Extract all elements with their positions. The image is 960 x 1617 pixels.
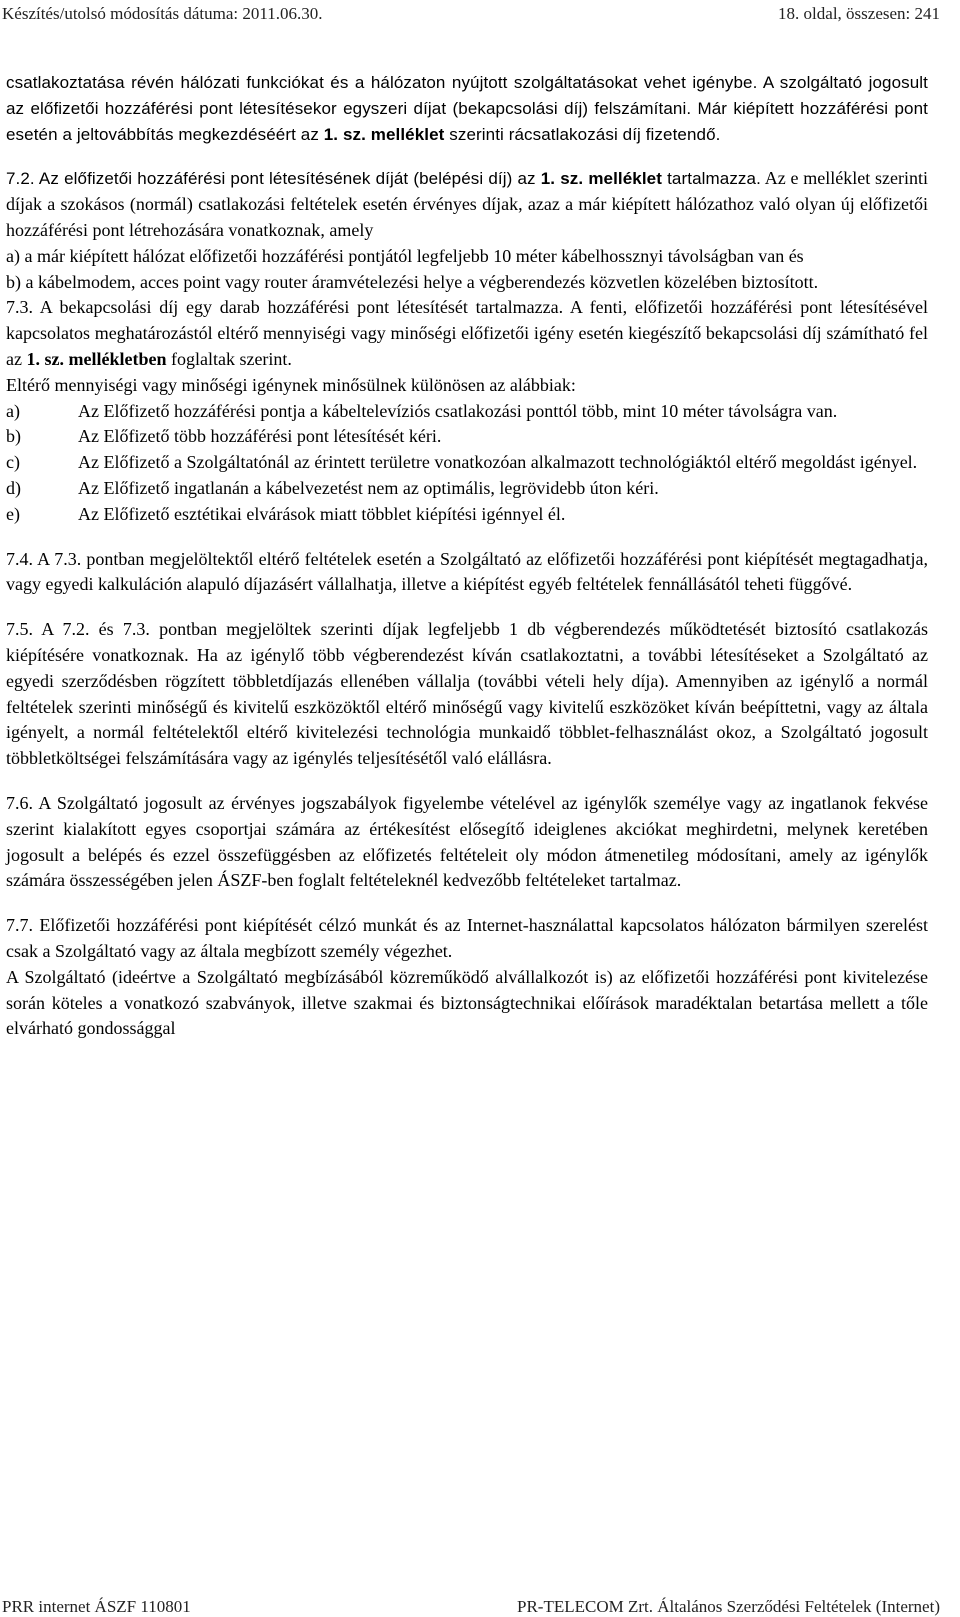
paragraph-7-2-a: a) a már kiépített hálózat előfizetői hozzáférési pontjától legfeljebb 10 méter kábelhossznyi távolságban van és	[6, 245, 804, 266]
page-header	[2, 4, 940, 32]
header-page-number: 18. oldal, összesen: 241	[778, 4, 940, 23]
reference-bold: 1. sz. melléklet	[540, 169, 662, 189]
paragraph-7-4: 7.4. A 7.3. pontban megjelöltektől eltérő feltételek esetén a Szolgáltató az előfizetői hozzáférési pont kiépítését megtagadhatja, vagy egyedi kalkuláción alapuló díjazásért vállalhatja, illetve a kiépítést egyéb feltételek fennállásától teheti függővé.	[6, 548, 928, 595]
text: tartalmazza.	[662, 169, 761, 189]
list-item: c) Az Előfizető a Szolgáltatónál az érintett területre vonatkozóan alkalmazott technológiáktól eltérő megoldást igényel.	[6, 452, 918, 473]
reference-bold: 1. sz. melléklet	[323, 124, 445, 144]
text: 7.3. A bekapcsolási díj egy darab hozzáférési pont létesítését tartalmazza. A fenti, előfizetői hozzáférési pont létesítésével kapcsolatos meghatározástól eltérő mennyiségi vagy minőségi előfizetői igény esetén kiegészítő bekapcsolási díj számítható fel az	[6, 297, 928, 369]
page-footer	[2, 1593, 940, 1617]
header-date: Készítés/utolsó módosítás dátuma: 2011.06.30.	[2, 4, 323, 23]
list-item: e) Az Előfizető esztétikai elvárások miatt többlet kiépítési igénnyel él.	[6, 503, 566, 524]
list-item: b) Az Előfizető több hozzáférési pont létesítését kéri.	[6, 426, 442, 447]
footer-company: PR-TELECOM Zrt. Általános Szerződési Feltételek (Internet)	[517, 1597, 940, 1616]
paragraph-7-7-continued: A Szolgáltató (ideértve a Szolgáltató megbízásából közreműködő alvállalkozót is) az előfizetői hozzáférési pont kivitelezése során köteles a vonatkozó szabványok, illetve szakmai és biztonságtechnikai előírások maradéktalan betartása mellett a tőle elvárható gondossággal	[6, 966, 928, 1039]
paragraph-7-3	[6, 295, 928, 372]
paragraph-7-2-b: b) a kábelmodem, acces point vagy router áramvételezési helye a végberendezés közvetlen közelében biztosított.	[6, 271, 819, 292]
paragraph-7-2	[6, 166, 928, 243]
paragraph-intro	[6, 70, 928, 147]
text: szerinti rácsatlakozási díj fizetendő.	[444, 124, 721, 144]
text: 7.2. Az előfizetői hozzáférési pont létesítésének díját (belépési díj) az	[6, 169, 541, 189]
paragraph-7-7: 7.7. Előfizetői hozzáférési pont kiépítését célzó munkát és az Internet-használattal kapcsolatos hálózaton bármilyen szerelést csak a Szolgáltató vagy az általa megbízott személy végezhet.	[6, 915, 928, 961]
text: csatlakoztatása révén hálózati funkciókat és a hálózaton nyújtott szolgáltatásokat vehet igénybe. A szolgáltató jogosult az előfizetői hozzáférési pont létesítésekor egyszeri díjat (bekapcsolási díj) felszámítani. Már kiépített hozzáférési pont esetén a jeltovábbítás megkezdéséért az	[6, 73, 928, 144]
list-item: d) Az Előfizető ingatlanán a kábelvezetést nem az optimális, legrövidebb úton kéri.	[6, 477, 659, 498]
list-item: a) Az Előfizető hozzáférési pontja a kábeltelevíziós csatlakozási ponttól több, mint 10 méter távolságra van.	[6, 400, 838, 421]
text: Az e melléklet szerinti díjak a szokásos (normál) csatlakozási feltételek esetén érvényes díjak, azaz a már kiépített hálózathoz való olyan új előfizetői hozzáférési pont létrehozására vonatkoznak, amely	[6, 168, 928, 240]
reference-bold: 1. sz. mellékletben	[26, 348, 167, 369]
paragraph-7-3-intro: Eltérő mennyiségi vagy minőségi igénynek minősülnek különösen az alábbiak:	[6, 374, 576, 395]
text: foglaltak szerint.	[166, 348, 292, 369]
paragraph-7-5: 7.5. A 7.2. és 7.3. pontban megjelöltek szerinti díjak legfeljebb 1 db végberendezés működtetését biztosító csatlakozás kiépítésére vonatkoznak. Ha az igénylő több végberendezést kíván csatlakoztatni, a további létesítéseket a Szolgáltató az egyedi szerződésben rögzített többletdíjazás ellenében vállalja (további vételi hely díja). Amennyiben az igénylő a normál feltételek szerinti minőségű és kivitelű eszközöktől eltérő minőségű vagy kivitelű eszközöket kíván beépíttetni, vagy az általa igényelt, a normál feltételektől eltérő kivitelezési technológia munkaidő többlet-felhasználást okoz, a Szolgáltató jogosult többletköltségei felszámítására vagy az igénylés teljesítésétől való elállásra.	[6, 619, 928, 769]
list-7-3	[6, 399, 928, 528]
footer-document-id: PRR internet ÁSZF 110801	[2, 1597, 191, 1616]
document-body	[6, 70, 928, 1042]
paragraph-7-6: 7.6. A Szolgáltató jogosult az érvényes jogszabályok figyelembe vételével az igénylők személye vagy az ingatlanok fekvése szerint kialakított egyes csoportjai számára az értékesítést elősegítő ideiglenes akciókat meghirdetni, melynek keretében jogosult a belépés és ezzel összefüggésben az előfizetés feltételeit oly módon átmenetileg módosítani, amely az igénylők számára összességében jelen ÁSZF-ben foglalt feltételeknél kedvezőbb feltételeket tartalmaz.	[6, 792, 928, 891]
